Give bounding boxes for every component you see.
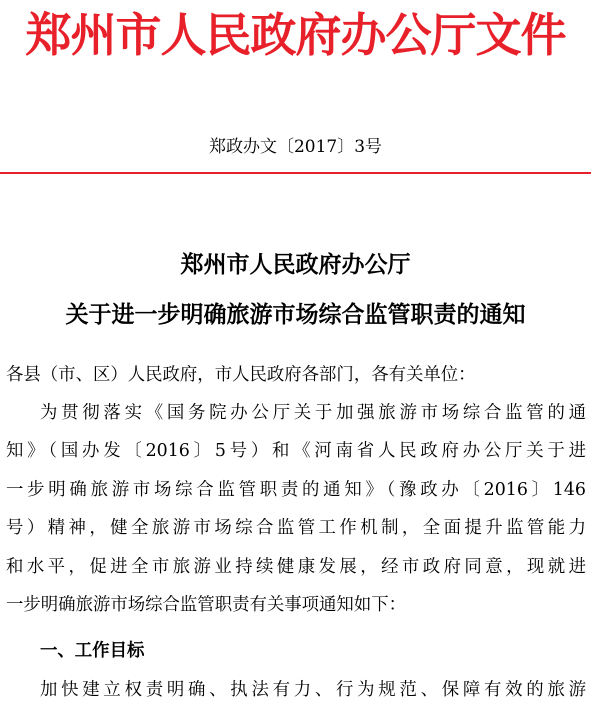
title-issuer: 郑州市人民政府办公厅: [180, 251, 411, 278]
title-subject: 关于进一步明确旅游市场综合监管职责的通知: [65, 301, 526, 328]
section-heading: 一、工作目标: [40, 641, 145, 661]
body-line: 一步明确旅游市场综合监管职责的通知》（豫政办〔2016〕146: [6, 480, 586, 500]
body-line: 号）精神，健全旅游市场综合监管工作机制，全面提升监管能力: [6, 518, 586, 538]
document-masthead: 郑州市人民政府办公厅文件: [25, 8, 566, 62]
salutation: 各县（市、区）人民政府，市人民政府各部门，各有关单位：: [6, 365, 476, 385]
section-body-line: 加快建立权责明确、执法有力、行为规范、保障有效的旅游: [40, 680, 586, 700]
body-line: 和水平，促进全市旅游业持续健康发展，经市政府同意，现就进: [6, 557, 586, 577]
body-line: 知》（国办发〔2016〕5号）和《河南省人民政府办公厅关于进: [6, 441, 586, 461]
document-number: 郑政办文〔2017〕3号: [208, 137, 383, 157]
body-line: 一步明确旅游市场综合监管职责有关事项通知如下：: [6, 595, 406, 615]
red-separator-line: [0, 172, 591, 174]
body-line: 为贯彻落实《国务院办公厅关于加强旅游市场综合监管的通: [40, 403, 586, 423]
